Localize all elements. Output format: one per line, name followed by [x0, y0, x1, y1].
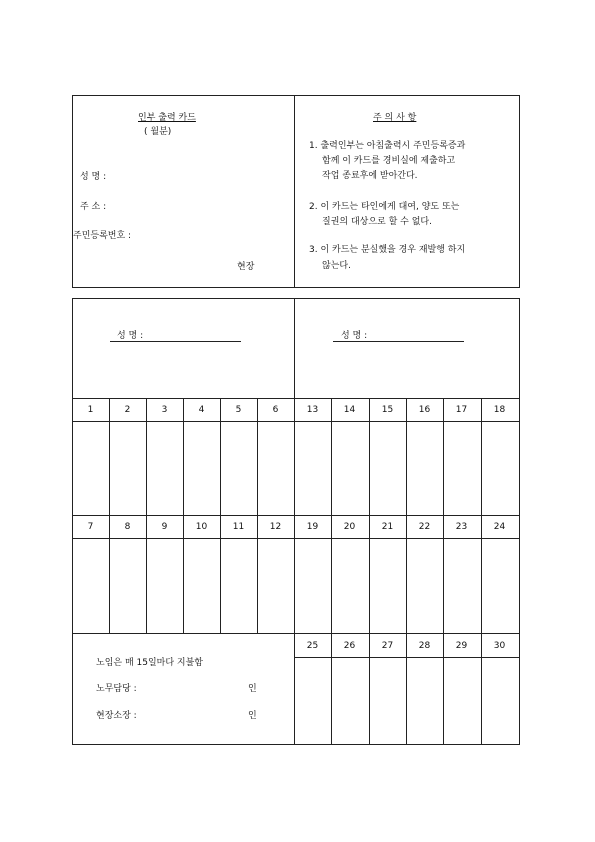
name-right-underline: [333, 341, 464, 342]
notice-item1-line2: 함께 이 카드를 경비실에 제출하고: [322, 156, 456, 166]
day-cell: 11: [232, 522, 245, 532]
card-top-divider: [294, 95, 295, 288]
day-cell: 4: [198, 405, 205, 415]
notice-item2-line2: 질권의 대상으로 할 수 없다.: [322, 217, 432, 227]
card-title: 인부 출력 카드: [138, 113, 196, 123]
labor-manager-label: 노무담당 :: [96, 684, 137, 694]
name-area-divider: [294, 298, 295, 398]
grid-line: [331, 398, 332, 745]
day-cell: 28: [418, 641, 431, 651]
day-cell: 17: [455, 405, 468, 415]
notice-item2-line1: 2. 이 카드는 타인에게 대여, 양도 또는: [309, 202, 460, 212]
day-cell: 3: [161, 405, 168, 415]
day-cell: 6: [272, 405, 279, 415]
grid-line: [72, 538, 520, 539]
day-cell: 7: [87, 522, 94, 532]
day-cell: 26: [343, 641, 356, 651]
grid-line: [406, 398, 407, 745]
grid-line: [294, 657, 520, 658]
notice-item1-line1: 1. 출력인부는 아침출력시 주민등록증과: [309, 141, 466, 151]
card-top: [72, 95, 520, 288]
grid-line: [72, 515, 520, 516]
day-cell: 27: [381, 641, 394, 651]
day-cell: 10: [195, 522, 208, 532]
day-cell: 20: [343, 522, 356, 532]
grid-line: [72, 398, 520, 399]
grid-line: [481, 398, 482, 745]
grid-line: [220, 398, 221, 633]
grid-line: [294, 398, 295, 745]
name-left-underline: [110, 341, 241, 342]
day-cell: 19: [306, 522, 319, 532]
address-label: 주 소 :: [80, 202, 107, 212]
day-cell: 24: [493, 522, 506, 532]
day-cell: 2: [124, 405, 131, 415]
site-label: 현장: [237, 262, 255, 272]
grid-line: [72, 421, 520, 422]
card-bottom: [72, 298, 520, 745]
notice-item3-line2: 않는다.: [322, 261, 351, 271]
day-cell: 30: [493, 641, 506, 651]
day-cell: 22: [418, 522, 431, 532]
day-cell: 1: [87, 405, 94, 415]
site-manager-label: 현장소장 :: [96, 711, 137, 721]
notice-item3-line1: 3. 이 카드는 분실했을 경우 재발행 하지: [309, 245, 466, 255]
day-cell: 29: [455, 641, 468, 651]
name-label: 성 명 :: [80, 172, 107, 182]
day-cell: 14: [343, 405, 356, 415]
grid-line: [257, 398, 258, 633]
notice-title: 주 의 사 항: [373, 113, 417, 123]
day-cell: 23: [455, 522, 468, 532]
grid-line: [183, 398, 184, 633]
grid-line: [72, 633, 520, 634]
card-month: ( 월분): [144, 127, 172, 137]
day-cell: 15: [381, 405, 394, 415]
day-cell: 5: [235, 405, 242, 415]
notice-item1-line3: 작업 종료후에 받아간다.: [322, 171, 418, 181]
id-number-label: 주민등록번호 :: [73, 231, 132, 241]
site-manager-seal: 인: [248, 711, 257, 721]
grid-line: [109, 398, 110, 633]
day-cell: 12: [269, 522, 282, 532]
name-left-label: 성 명 :: [117, 331, 144, 341]
day-cell: 21: [381, 522, 394, 532]
labor-manager-seal: 인: [248, 684, 257, 694]
day-cell: 13: [306, 405, 319, 415]
grid-line: [443, 398, 444, 745]
grid-line: [146, 398, 147, 633]
day-cell: 25: [306, 641, 319, 651]
day-cell: 8: [124, 522, 131, 532]
day-cell: 16: [418, 405, 431, 415]
grid-line: [369, 398, 370, 745]
day-cell: 18: [493, 405, 506, 415]
day-cell: 9: [161, 522, 168, 532]
name-right-label: 성 명 :: [341, 331, 368, 341]
pay-note: 노임은 매 15일마다 지불함: [96, 658, 203, 668]
